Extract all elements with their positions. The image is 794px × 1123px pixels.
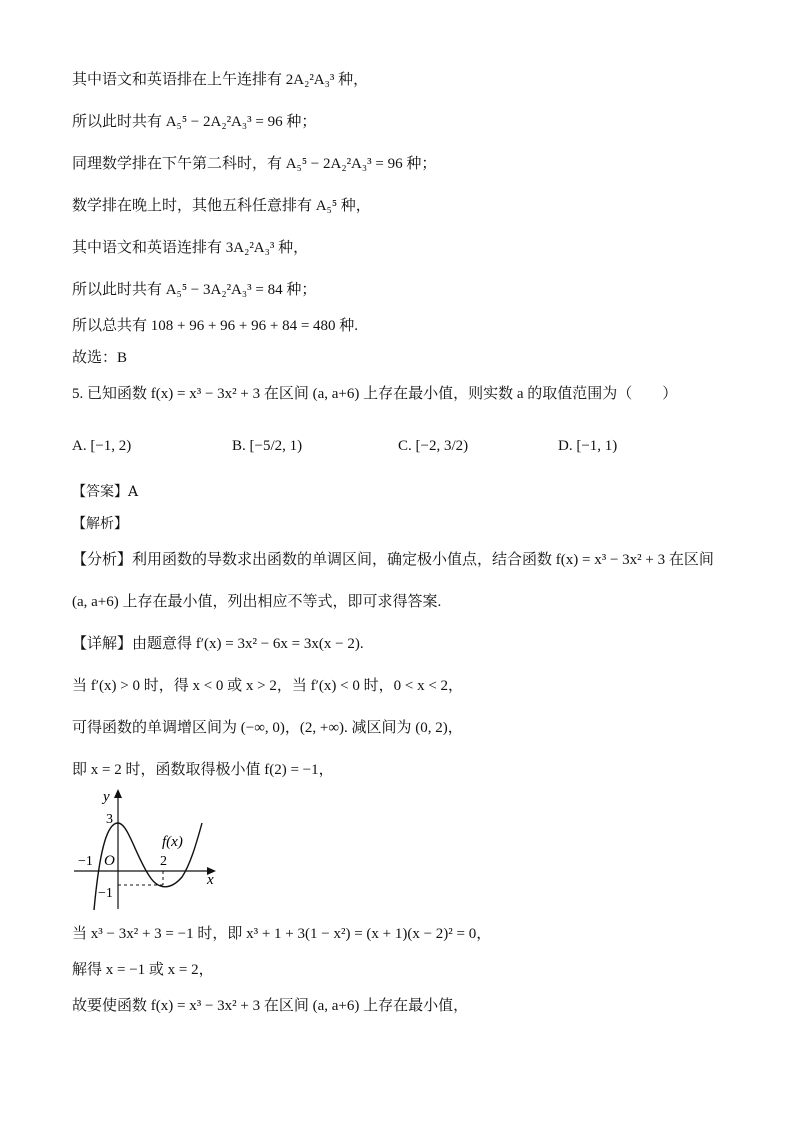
text-line: 故选：B <box>72 350 128 366</box>
detail-line: 即 x = 2 时，函数取得极小值 f(2) = −1， <box>72 762 334 778</box>
analysis-summary-line: 【分析】利用函数的导数求出函数的单调区间，确定极小值点，结合函数 f(x) = x³ − 3x² + 3 在区间 <box>72 552 714 568</box>
analysis-summary-line: (a, a+6) 上存在最小值，列出相应不等式，即可求得答案. <box>72 594 442 610</box>
tick-label-neg1-y: −1 <box>98 886 113 901</box>
text-line: 所以此时共有 A₅⁵ − 3A₂²A₃³ = 84 种； <box>72 282 317 298</box>
text-line: 所以此时共有 A₅⁵ − 2A₂²A₃³ = 96 种； <box>72 114 317 130</box>
after-line: 当 x³ − 3x² + 3 = −1 时，即 x³ + 1 + 3(1 − x²) = (x + 1)(x − 2)² = 0， <box>72 926 492 942</box>
detail-line: 【详解】由题意得 f′(x) = 3x² − 6x = 3x(x − 2). <box>72 636 364 652</box>
option-c: C. [−2, 3/2) <box>398 438 469 454</box>
tick-label-neg1-x: −1 <box>78 854 93 869</box>
function-graph <box>70 785 230 915</box>
question-5: 5. 已知函数 f(x) = x³ − 3x² + 3 在区间 (a, a+6) 上存在最小值，则实数 a 的取值范围为（ ） <box>72 386 678 402</box>
after-line: 解得 x = −1 或 x = 2， <box>72 962 214 978</box>
text-line: 所以总共有 108 + 96 + 96 + 96 + 84 = 480 种. <box>72 318 359 334</box>
curve-label: f(x) <box>162 834 183 850</box>
y-axis-arrow <box>114 789 122 798</box>
detail-line: 当 f′(x) > 0 时，得 x < 0 或 x > 2，当 f′(x) < 0 时，0 < x < 2， <box>72 678 464 694</box>
origin-label: O <box>104 853 115 869</box>
y-axis-label: y <box>103 789 110 805</box>
detail-line: 可得函数的单调增区间为 (−∞, 0)，(2, +∞). 减区间为 (0, 2)， <box>72 720 463 736</box>
tick-label-2: 2 <box>160 854 167 869</box>
text-line: 数学排在晚上时，其他五科任意排有 A₅⁵ 种， <box>72 198 371 214</box>
analysis-heading: 【解析】 <box>72 516 128 532</box>
option-d: D. [−1, 1) <box>558 438 618 454</box>
tick-label-3: 3 <box>106 812 113 827</box>
text-line: 同理数学排在下午第二科时，有 A₅⁵ − 2A₂²A₃³ = 96 种； <box>72 156 437 172</box>
text-line: 其中语文和英语排在上午连排有 2A₂²A₃³ 种， <box>72 72 369 88</box>
text-line: 其中语文和英语连排有 3A₂²A₃³ 种， <box>72 240 309 256</box>
answer-line: 【答案】A <box>72 484 139 500</box>
option-b: B. [−5/2, 1) <box>232 438 303 454</box>
after-line: 故要使函数 f(x) = x³ − 3x² + 3 在区间 (a, a+6) 上存在最小值， <box>72 998 469 1014</box>
x-axis-label: x <box>207 872 214 888</box>
option-a: A. [−1, 2) <box>72 438 132 454</box>
